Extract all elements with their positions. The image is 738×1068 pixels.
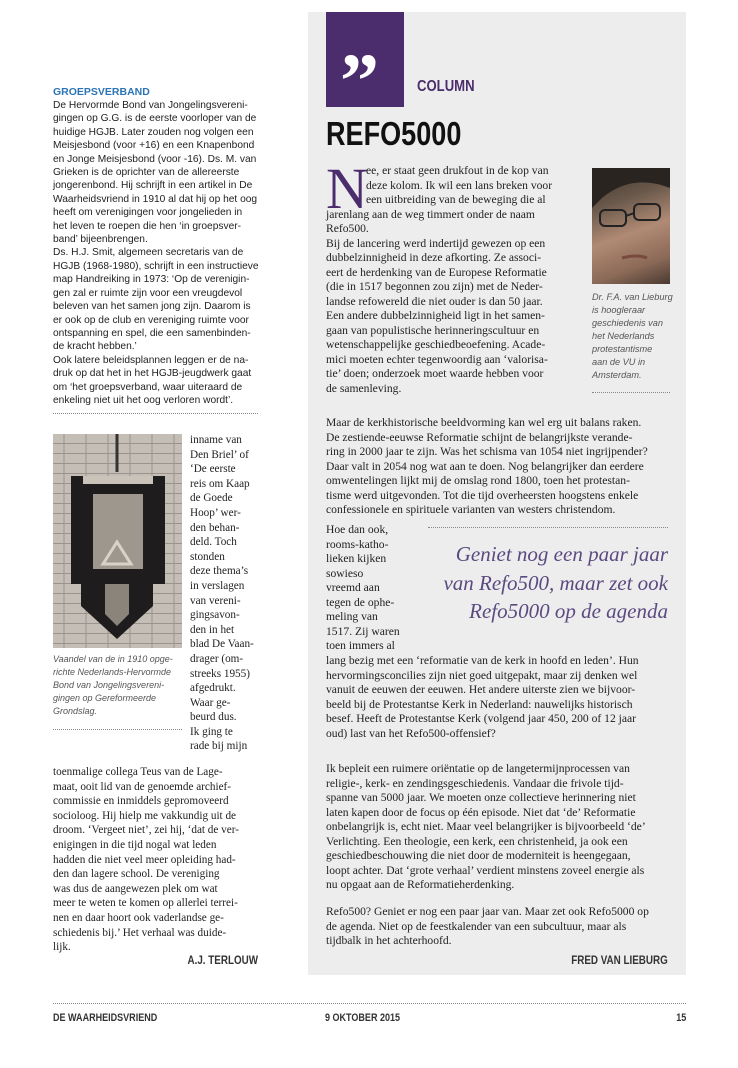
article-title-text: REFO5000 xyxy=(326,115,462,152)
text-line: besef. Heeft de Protestantse Kerk (volgend jaar 450, 200 of 12 jaar xyxy=(326,712,637,725)
text-line: deld. Toch xyxy=(190,536,237,549)
text-line: in verslagen xyxy=(190,579,245,592)
intro-text xyxy=(326,208,548,397)
quote-badge xyxy=(326,12,404,124)
issue-date: 9 OKTOBER 2015 xyxy=(325,1012,401,1024)
author-caption-divider xyxy=(592,392,670,393)
divider xyxy=(53,413,258,414)
text-line: loopt achter. Dat ‘grote verhaal’ verdient minstens zoveel energie als xyxy=(326,863,645,877)
column-author-name: FRED VAN LIEBURG xyxy=(571,953,668,967)
text-line: ontspanning en spel, die een samenbinden- xyxy=(53,327,251,339)
text-line: tegen de ophe- xyxy=(326,595,395,609)
text-line: commissie en inmiddels gepromoveerd xyxy=(53,795,229,808)
text-line: blad De Vaan- xyxy=(190,638,254,651)
text-line: om ‘het groepsverband, waar uiteraard de xyxy=(53,381,243,393)
text-line: Maar de kerkhistorische beeldvorming kan wel erg uit balans raken. xyxy=(326,416,642,429)
author-byline xyxy=(172,953,258,967)
text-line: van Refo500, maar zet ook xyxy=(443,570,668,595)
paragraph-5 xyxy=(326,905,649,949)
text-line: Grondslag. xyxy=(53,706,98,716)
author-name: A.J. TERLOUW xyxy=(187,953,258,967)
text-line: eert de herdenking van de Europese Reformatie xyxy=(326,265,547,279)
text-line: landse refowereld die niet ouder is dan 50 jaar. xyxy=(326,294,543,308)
text-line: nen en daar hoort ook vaderlandse ge- xyxy=(53,911,224,924)
text-line: Waar ge- xyxy=(190,696,231,709)
paragraph-4 xyxy=(326,762,646,893)
text-line: stonden xyxy=(190,550,225,563)
footer-divider xyxy=(53,1003,686,1004)
section-heading: GROEPSVERBAND xyxy=(53,86,150,98)
text-line: hadden die niet veel meer opleiding had- xyxy=(53,853,236,866)
text-line: laten kapen door de focus op één episode. Niet dat ‘de’ Reformatie xyxy=(326,805,636,819)
text-line: meling van xyxy=(326,610,378,623)
text-line: vanuit de eeuwen der eeuwen. Het andere uiterste zien we bijvoor- xyxy=(326,683,636,696)
text-line: het Nederlands xyxy=(592,331,655,341)
text-line: droom. ‘Vergeet niet’, zei hij, ‘dat de ver- xyxy=(53,824,239,837)
text-line: De Hervormde Bond van Jongelingsvereni- xyxy=(53,100,248,111)
text-line: confessionele en spirituele varianten van westers christendom. xyxy=(326,503,616,516)
text-line: reis om Kaap xyxy=(190,477,250,490)
text-line: Refo500. xyxy=(326,222,369,235)
text-line: de samenleving. xyxy=(326,381,402,395)
narrow-paragraph xyxy=(326,523,400,654)
text-line: Verlichting. Een theologie, een kerk, een christenheid, ja ook een xyxy=(326,834,628,848)
text-line: van vereni- xyxy=(190,594,241,607)
text-line: spanne van 5000 jaar. We moeten onze collectieve herinnering niet xyxy=(326,791,636,804)
text-line: ee, er staat geen drukfout in de kop van xyxy=(366,164,549,177)
text-line: beeld bij de Protestantse Kerk in Nederland: nauwelijks historisch xyxy=(326,697,633,711)
text-line: streeks 1955) xyxy=(190,667,250,680)
text-line: toen immers al xyxy=(326,639,395,652)
drop-cap: N xyxy=(326,156,368,221)
text-line: Bij de lancering werd indertijd gewezen op een xyxy=(326,236,546,250)
text-line: ring in 2000 jaar te zijn. Was het schisma van 1054 niet ingrijpender? xyxy=(326,445,648,458)
continued-text xyxy=(53,765,239,955)
text-line: drager (om- xyxy=(190,652,244,665)
text-line: de Goede xyxy=(190,492,233,505)
text-line: enkeling niet uit het oog verloren wordt’. xyxy=(53,394,234,406)
text-line: de agenda. Niet op de feestkalender van een subcultuur, maar als xyxy=(326,919,627,933)
text-line: geschiedbeschouwing die niet door de moderniteit is heengegaan, xyxy=(326,849,631,862)
text-line: religie-, kerk- en zendingsgeschiedenis. Vandaar die frivole tijd- xyxy=(326,776,624,790)
text-line: Grieken is de oprichter van de allereerste xyxy=(53,167,240,179)
banner-image xyxy=(53,434,182,648)
text-line: richte Nederlands-Hervormde xyxy=(53,667,172,677)
text-line: Amsterdam. xyxy=(592,370,642,380)
text-line: nu opgaat aan de Reformatieherdenking. xyxy=(326,878,515,891)
text-line: er ook op de club en vereniging ruimte voor xyxy=(53,314,249,326)
text-line: Ik bepleit een ruimere oriëntatie op de langetermijnprocessen van xyxy=(326,762,630,775)
text-line: gingen op G.G. is de eerste voorloper van de xyxy=(53,113,257,125)
text-line: Hoe dan ook, xyxy=(326,523,389,536)
text-line: Daar valt in 2054 nog wat aan te doen. Nog belangrijker dan eerdere xyxy=(326,459,644,473)
text-line: Geniet nog een paar jaar xyxy=(455,542,668,566)
paragraph-2 xyxy=(326,416,648,518)
text-line: heeft om verenigingen voor jongelieden in xyxy=(53,207,243,219)
text-line: oud) last van het Refo500-offensief? xyxy=(326,726,496,740)
text-line: afgedrukt. xyxy=(190,682,236,695)
author-caption xyxy=(592,291,673,382)
text-line: Vaandel van de in 1910 opge- xyxy=(53,654,173,664)
text-line: Ik ging te xyxy=(190,725,233,738)
text-line: meer te weten te komen op allerlei terrei- xyxy=(53,897,238,910)
footer-date xyxy=(325,1012,417,1024)
text-line: inname van xyxy=(190,434,242,446)
text-line: onbelangrijk is, echt niet. Maar veel belangrijker is bijvoorbeeld ‘de’ xyxy=(326,820,646,833)
text-line: protestantisme xyxy=(592,344,653,354)
text-line: toenmalige collega Teus van de Lage- xyxy=(53,766,223,778)
text-line: wetenschappelijke geschiedbeoefening. Acade- xyxy=(326,338,546,351)
text-line: dubbelzinnigheid in deze afkorting. Ze associ- xyxy=(326,251,542,264)
text-line: den dan lagere school. De vereniging xyxy=(53,868,220,881)
banner-photo-caption xyxy=(53,653,173,718)
text-line: beleven van het samen jong zijn. Daarom is xyxy=(53,301,251,313)
column-byline xyxy=(550,953,668,967)
text-line: is hoogleraar xyxy=(592,305,646,315)
text-line: Ook latere beleidsplannen leggen er de na- xyxy=(53,354,249,366)
caption-divider xyxy=(53,729,182,730)
text-line: Waarheidsvriend in 1910 al dat hij op het oog xyxy=(53,193,258,205)
publication-name: DE WAARHEIDSVRIEND xyxy=(53,1012,158,1024)
pull-quote xyxy=(443,540,668,626)
quote-icon: ” xyxy=(340,37,379,124)
banner-photo xyxy=(53,434,182,648)
text-line: gen zal er ruimte zijn voor een vreugdevol xyxy=(53,287,243,299)
section-label-text: COLUMN xyxy=(417,78,475,95)
text-line: enigingen in die tijd nogal wat leden xyxy=(53,838,217,851)
text-line: een uitbreiding van de beweging die al xyxy=(366,193,546,206)
text-line: gingsavon- xyxy=(190,609,240,622)
footer-page-number xyxy=(674,1012,686,1024)
text-line: rooms-katho- xyxy=(326,537,389,551)
text-line: lieken kijken xyxy=(326,552,387,565)
narrow-text xyxy=(190,433,254,754)
text-line: Ds. H.J. Smit, algemeen secretaris van de xyxy=(53,247,244,259)
text-line: schiedenis bij.’ Het verhaal was duide- xyxy=(53,926,227,939)
text-line: gaan van populistische herinneringscultuur en xyxy=(326,323,540,337)
text-line: lang bezig met een ‘reformatie van de kerk in hoofd en leden’. Hun xyxy=(326,654,639,667)
text-line: sowieso xyxy=(326,566,364,580)
text-line: mici moeten echter tegenwoordig aan ‘valorisa- xyxy=(326,352,548,366)
text-line: den in het xyxy=(190,623,235,636)
text-line: den behan- xyxy=(190,521,240,534)
intro-text xyxy=(53,99,259,407)
text-line: hervormingsconcilies zijn niet goed uitgepakt, maar zij denken wel xyxy=(326,668,638,682)
text-line: (die in 1517 begonnen zou zijn) met de Neder- xyxy=(326,280,543,293)
text-line: tijdbalk in het achterhoofd. xyxy=(326,934,452,947)
section-label xyxy=(417,78,487,96)
text-line: beurd dus. xyxy=(190,711,237,724)
text-line: ‘De eerste xyxy=(190,463,236,476)
text-line: Refo500? Geniet er nog een paar jaar van. Maar zet ook Refo5000 op xyxy=(326,905,649,918)
author-portrait xyxy=(592,168,670,284)
text-line: maat, ooit lid van de genoemde archief- xyxy=(53,780,231,793)
text-line: en Jonge Meisjesbond (voor -16). Ds. M. van xyxy=(53,153,257,165)
text-line: het leven te roepen die hen ‘in groepsver- xyxy=(53,220,242,232)
text-line: huidige HGJB. Later zouden nog volgen een xyxy=(53,126,254,138)
text-line: De zestiende-eeuwse Reformatie schijnt de belangrijkste verande- xyxy=(326,430,633,444)
text-line: 1517. Zij waren xyxy=(326,624,400,638)
text-line: Een andere dubbelzinnigheid ligt in het samen- xyxy=(326,309,545,322)
text-line: lijk. xyxy=(53,941,71,954)
text-line: Refo5000 op de agenda xyxy=(469,599,668,623)
intro-dropcap-text xyxy=(366,164,552,208)
footer-publication xyxy=(53,1012,180,1024)
text-line: Den Briel’ of xyxy=(190,448,249,461)
text-line: jarenlang aan de weg timmert onder de naam xyxy=(326,207,535,221)
text-line: geschiedenis van xyxy=(592,318,663,328)
text-line: tie’ doen; onderzoek moet waarde hebben voor xyxy=(326,367,544,380)
text-line: gingen op Gereformeerde xyxy=(53,693,157,703)
text-line: aan de VU in xyxy=(592,357,646,367)
text-line: jongerenbond. Hij schrijft in een artikel in De xyxy=(53,180,253,192)
text-line: HGJB (1968-1980), schrijft in een instructieve xyxy=(53,260,259,272)
text-line: Dr. F.A. van Lieburg xyxy=(592,292,673,302)
text-line: map Handreiking in 1973: ‘Op de verenigin- xyxy=(53,274,250,286)
text-line: was dus de aangewezen plek om wat xyxy=(53,882,218,895)
pull-quote-divider xyxy=(428,527,668,528)
text-line: de kracht hebben.’ xyxy=(53,341,137,353)
author-photo xyxy=(592,168,670,284)
text-line: deze kolom. Ik wil een lans breken voor xyxy=(366,178,553,192)
text-line: socioloog. Hij hielp me vakkundig uit de xyxy=(53,809,237,822)
text-line: Hoop’ wer- xyxy=(190,506,241,519)
paragraph-3 xyxy=(326,654,639,741)
text-line: Bond van Jongelingsvereni- xyxy=(53,680,165,690)
text-line: Meisjesbond (voor +16) en een Knapenbond xyxy=(53,140,255,152)
text-line: druk op dat het in het HGJB-jeugdwerk gaat xyxy=(53,368,252,380)
text-line: rade bij mijn xyxy=(190,740,248,753)
text-line: deze thema’s xyxy=(190,565,249,578)
text-line: tisme werd uitgevonden. Tot die tijd overheersten hoogstens enkele xyxy=(326,488,639,502)
text-line: vreemd aan xyxy=(326,581,380,594)
article-title xyxy=(326,116,491,152)
page-number: 15 xyxy=(675,1012,686,1024)
text-line: band’ bijeenbrengen. xyxy=(53,234,148,246)
text-line: omwentelingen lijkt mij de omslag rond 1800, toen het protestan- xyxy=(326,474,630,487)
